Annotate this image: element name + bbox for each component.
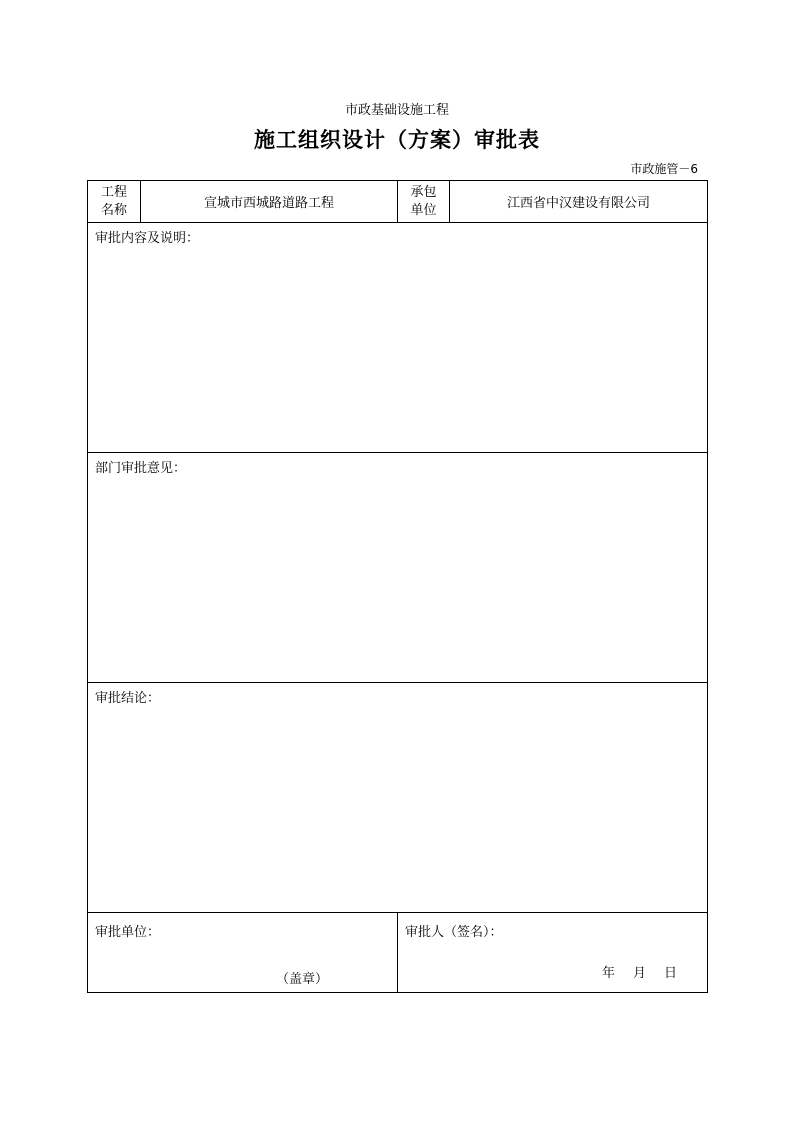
form-code: 市政施管－6 bbox=[630, 162, 698, 176]
opinion-row bbox=[88, 453, 708, 683]
approval-conclusion-label: 审批结论： bbox=[95, 691, 161, 706]
project-name-label-line2: 名称 bbox=[100, 202, 127, 218]
document-title: 施工组织设计（方案）审批表 bbox=[254, 127, 540, 152]
approving-unit-label: 审批单位： bbox=[95, 925, 161, 940]
date-day: 日 bbox=[663, 966, 677, 981]
contractor-value[interactable]: 江西省中汉建设有限公司 bbox=[450, 181, 708, 223]
contractor-label bbox=[398, 181, 450, 223]
date-line bbox=[602, 962, 677, 981]
project-name-label-line1: 工程 bbox=[100, 184, 127, 200]
date-year: 年 bbox=[601, 966, 615, 981]
department-opinion-label: 部门审批意见： bbox=[95, 461, 187, 476]
signoff-row bbox=[88, 913, 708, 993]
approver-signature-cell[interactable] bbox=[398, 913, 708, 993]
approval-content-section[interactable] bbox=[88, 223, 708, 453]
approval-form-table bbox=[87, 180, 708, 993]
content-row bbox=[88, 223, 708, 453]
approving-unit-cell[interactable] bbox=[88, 913, 398, 993]
project-name-label bbox=[88, 181, 141, 223]
seal-label: （盖章） bbox=[276, 972, 329, 987]
date-month: 月 bbox=[632, 966, 646, 981]
project-name-value[interactable]: 宣城市西城路道路工程 bbox=[141, 181, 398, 223]
contractor-label-line2: 单位 bbox=[410, 202, 437, 218]
approval-content-label: 审批内容及说明： bbox=[95, 231, 200, 246]
contractor-label-line1: 承包 bbox=[410, 184, 437, 200]
approval-conclusion-section[interactable] bbox=[88, 683, 708, 913]
approver-signature-label: 审批人（签名）： bbox=[405, 925, 503, 940]
department-opinion-section[interactable] bbox=[88, 453, 708, 683]
project-info-row bbox=[88, 181, 708, 223]
conclusion-row bbox=[88, 683, 708, 913]
document-subtitle: 市政基础设施工程 bbox=[344, 103, 449, 118]
